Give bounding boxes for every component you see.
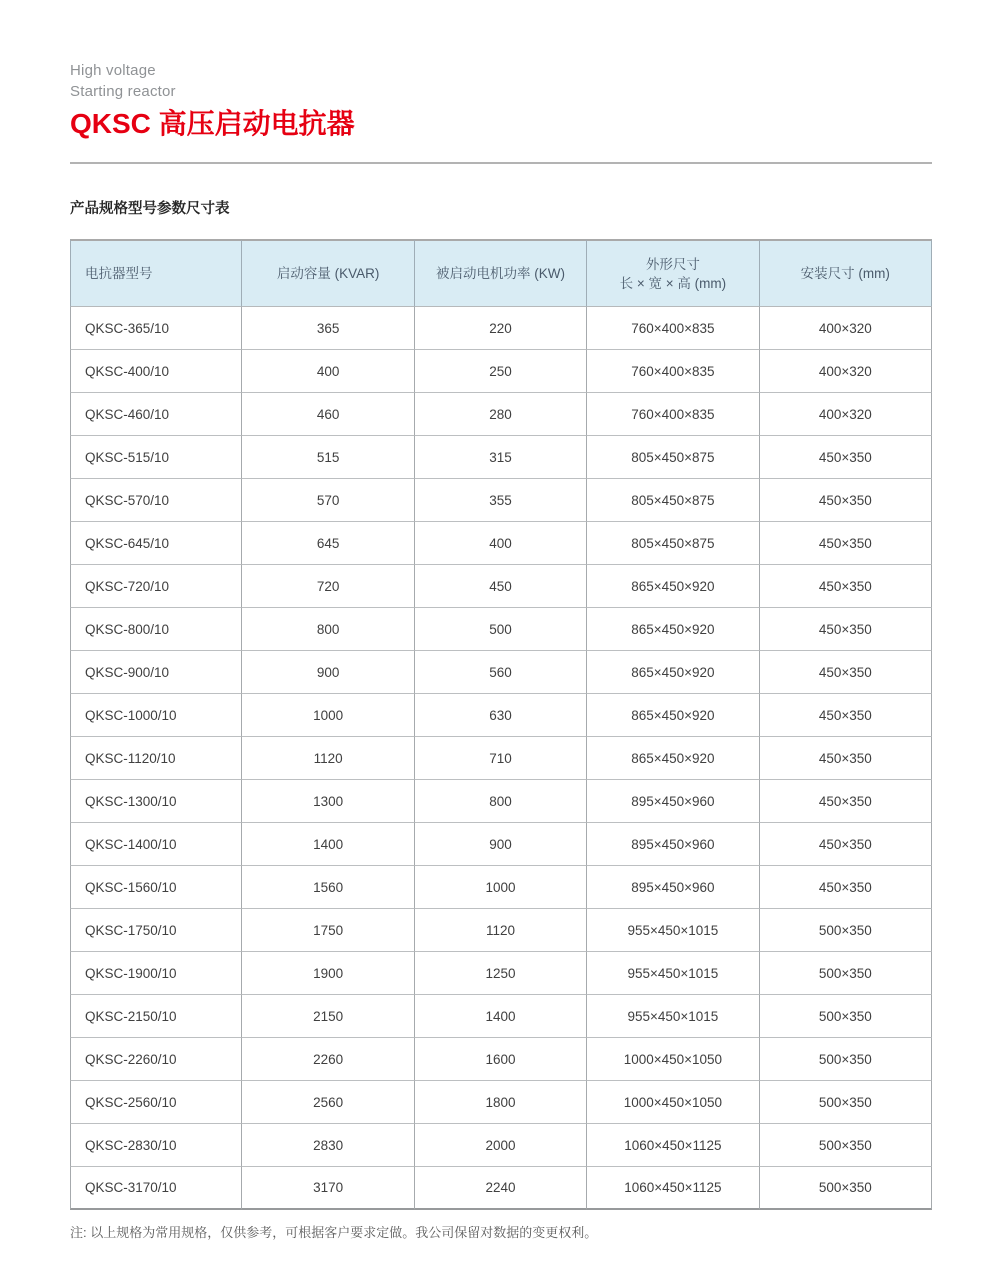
cell-outline-dimensions: 760×400×835: [587, 307, 759, 350]
cell-motor-power: 1000: [415, 866, 587, 909]
cell-mounting-dimensions: 500×350: [760, 909, 932, 952]
product-subtitle: [70, 60, 932, 102]
cell-motor-power: 560: [415, 651, 587, 694]
cell-outline-dimensions: 955×450×1015: [587, 995, 759, 1038]
column-header-mounting-dimensions: 安装尺寸 (mm): [760, 239, 932, 307]
cell-mounting-dimensions: 400×320: [760, 307, 932, 350]
cell-mounting-dimensions: 450×350: [760, 866, 932, 909]
cell-model: QKSC-645/10: [70, 522, 242, 565]
cell-starting-capacity: 1000: [242, 694, 414, 737]
cell-outline-dimensions: 865×450×920: [587, 608, 759, 651]
cell-model: QKSC-2260/10: [70, 1038, 242, 1081]
cell-model: QKSC-2150/10: [70, 995, 242, 1038]
cell-motor-power: 400: [415, 522, 587, 565]
cell-motor-power: 1600: [415, 1038, 587, 1081]
outline-dimensions-line-1: 外形尺寸: [645, 256, 700, 272]
cell-outline-dimensions: 805×450×875: [587, 522, 759, 565]
cell-mounting-dimensions: 450×350: [760, 608, 932, 651]
cell-motor-power: 2240: [415, 1167, 587, 1210]
page-title: QKSC 高压启动电抗器: [70, 108, 355, 139]
cell-starting-capacity: 900: [242, 651, 414, 694]
cell-motor-power: 250: [415, 350, 587, 393]
spec-table-body: [70, 307, 932, 1210]
cell-motor-power: 355: [415, 479, 587, 522]
table-row: [70, 393, 932, 436]
table-row: [70, 350, 932, 393]
table-row: [70, 737, 932, 780]
cell-model: QKSC-800/10: [70, 608, 242, 651]
column-header-motor-power: 被启动电机功率 (KW): [415, 239, 587, 307]
table-row: [70, 1038, 932, 1081]
cell-model: QKSC-2560/10: [70, 1081, 242, 1124]
cell-starting-capacity: 800: [242, 608, 414, 651]
cell-model: QKSC-900/10: [70, 651, 242, 694]
cell-model: QKSC-1560/10: [70, 866, 242, 909]
cell-mounting-dimensions: 450×350: [760, 694, 932, 737]
cell-starting-capacity: 1560: [242, 866, 414, 909]
cell-outline-dimensions: 865×450×920: [587, 651, 759, 694]
cell-mounting-dimensions: 450×350: [760, 737, 932, 780]
cell-starting-capacity: 365: [242, 307, 414, 350]
cell-model: QKSC-720/10: [70, 565, 242, 608]
cell-mounting-dimensions: 500×350: [760, 1038, 932, 1081]
outline-dimensions-line-2: 长 × 宽 × 高 (mm): [619, 275, 727, 291]
cell-motor-power: 500: [415, 608, 587, 651]
cell-mounting-dimensions: 450×350: [760, 780, 932, 823]
cell-starting-capacity: 2260: [242, 1038, 414, 1081]
subtitle-line-1: High voltage: [70, 62, 156, 79]
cell-starting-capacity: 2560: [242, 1081, 414, 1124]
cell-mounting-dimensions: 500×350: [760, 1167, 932, 1210]
cell-mounting-dimensions: 500×350: [760, 952, 932, 995]
cell-mounting-dimensions: 450×350: [760, 651, 932, 694]
cell-outline-dimensions: 865×450×920: [587, 565, 759, 608]
cell-model: QKSC-570/10: [70, 479, 242, 522]
cell-model: QKSC-1900/10: [70, 952, 242, 995]
table-row: [70, 952, 932, 995]
cell-starting-capacity: 460: [242, 393, 414, 436]
cell-mounting-dimensions: 400×320: [760, 350, 932, 393]
spec-table: [70, 239, 932, 1210]
table-row: [70, 522, 932, 565]
cell-motor-power: 315: [415, 436, 587, 479]
table-row: [70, 651, 932, 694]
cell-starting-capacity: 1900: [242, 952, 414, 995]
cell-model: QKSC-1300/10: [70, 780, 242, 823]
cell-model: QKSC-1000/10: [70, 694, 242, 737]
cell-outline-dimensions: 895×450×960: [587, 823, 759, 866]
cell-mounting-dimensions: 500×350: [760, 1124, 932, 1167]
cell-starting-capacity: 720: [242, 565, 414, 608]
cell-motor-power: 800: [415, 780, 587, 823]
cell-mounting-dimensions: 500×350: [760, 995, 932, 1038]
header-row: [70, 239, 932, 307]
cell-motor-power: 280: [415, 393, 587, 436]
cell-starting-capacity: 1400: [242, 823, 414, 866]
cell-model: QKSC-515/10: [70, 436, 242, 479]
spec-table-header: [70, 239, 932, 307]
cell-starting-capacity: 570: [242, 479, 414, 522]
cell-outline-dimensions: 895×450×960: [587, 780, 759, 823]
cell-model: QKSC-1120/10: [70, 737, 242, 780]
table-row: [70, 995, 932, 1038]
footnote: 注: 以上规格为常用规格，仅供参考，可根据客户要求定做。我公司保留对数据的变更权利。: [70, 1225, 598, 1240]
cell-starting-capacity: 1300: [242, 780, 414, 823]
cell-outline-dimensions: 865×450×920: [587, 737, 759, 780]
cell-outline-dimensions: 955×450×1015: [587, 909, 759, 952]
cell-starting-capacity: 2830: [242, 1124, 414, 1167]
cell-mounting-dimensions: 450×350: [760, 522, 932, 565]
table-row: [70, 307, 932, 350]
cell-outline-dimensions: 955×450×1015: [587, 952, 759, 995]
cell-model: QKSC-460/10: [70, 393, 242, 436]
content-area: [70, 0, 932, 1241]
cell-mounting-dimensions: 450×350: [760, 823, 932, 866]
cell-motor-power: 220: [415, 307, 587, 350]
cell-outline-dimensions: 895×450×960: [587, 866, 759, 909]
table-row: [70, 608, 932, 651]
cell-motor-power: 1800: [415, 1081, 587, 1124]
cell-motor-power: 710: [415, 737, 587, 780]
table-row: [70, 565, 932, 608]
cell-starting-capacity: 1750: [242, 909, 414, 952]
cell-motor-power: 1400: [415, 995, 587, 1038]
cell-starting-capacity: 515: [242, 436, 414, 479]
column-header-model: 电抗器型号: [70, 239, 242, 307]
cell-mounting-dimensions: 450×350: [760, 479, 932, 522]
subtitle-line-2: Starting reactor: [70, 83, 176, 100]
column-header-outline-dimensions: [587, 239, 759, 307]
cell-motor-power: 900: [415, 823, 587, 866]
cell-outline-dimensions: 760×400×835: [587, 393, 759, 436]
table-row: [70, 780, 932, 823]
cell-mounting-dimensions: 400×320: [760, 393, 932, 436]
title-divider: [70, 162, 932, 164]
cell-motor-power: 1250: [415, 952, 587, 995]
cell-mounting-dimensions: 500×350: [760, 1081, 932, 1124]
cell-starting-capacity: 1120: [242, 737, 414, 780]
table-row: [70, 1167, 932, 1210]
cell-model: QKSC-2830/10: [70, 1124, 242, 1167]
cell-motor-power: 2000: [415, 1124, 587, 1167]
cell-model: QKSC-1750/10: [70, 909, 242, 952]
cell-motor-power: 450: [415, 565, 587, 608]
table-row: [70, 694, 932, 737]
cell-outline-dimensions: 1000×450×1050: [587, 1038, 759, 1081]
cell-model: QKSC-1400/10: [70, 823, 242, 866]
cell-model: QKSC-3170/10: [70, 1167, 242, 1210]
table-row: [70, 1081, 932, 1124]
table-row: [70, 823, 932, 866]
cell-outline-dimensions: 805×450×875: [587, 479, 759, 522]
cell-outline-dimensions: 760×400×835: [587, 350, 759, 393]
cell-starting-capacity: 2150: [242, 995, 414, 1038]
cell-model: QKSC-365/10: [70, 307, 242, 350]
table-row: [70, 1124, 932, 1167]
cell-motor-power: 630: [415, 694, 587, 737]
cell-mounting-dimensions: 450×350: [760, 565, 932, 608]
cell-motor-power: 1120: [415, 909, 587, 952]
cell-outline-dimensions: 805×450×875: [587, 436, 759, 479]
cell-outline-dimensions: 1060×450×1125: [587, 1167, 759, 1210]
cell-outline-dimensions: 1060×450×1125: [587, 1124, 759, 1167]
cell-model: QKSC-400/10: [70, 350, 242, 393]
table-row: [70, 479, 932, 522]
section-title: 产品规格型号参数尺寸表: [70, 201, 230, 217]
table-row: [70, 436, 932, 479]
cell-starting-capacity: 3170: [242, 1167, 414, 1210]
column-header-starting-capacity: 启动容量 (KVAR): [242, 239, 414, 307]
cell-starting-capacity: 645: [242, 522, 414, 565]
cell-starting-capacity: 400: [242, 350, 414, 393]
table-row: [70, 909, 932, 952]
cell-mounting-dimensions: 450×350: [760, 436, 932, 479]
cell-outline-dimensions: 865×450×920: [587, 694, 759, 737]
table-row: [70, 866, 932, 909]
cell-outline-dimensions: 1000×450×1050: [587, 1081, 759, 1124]
